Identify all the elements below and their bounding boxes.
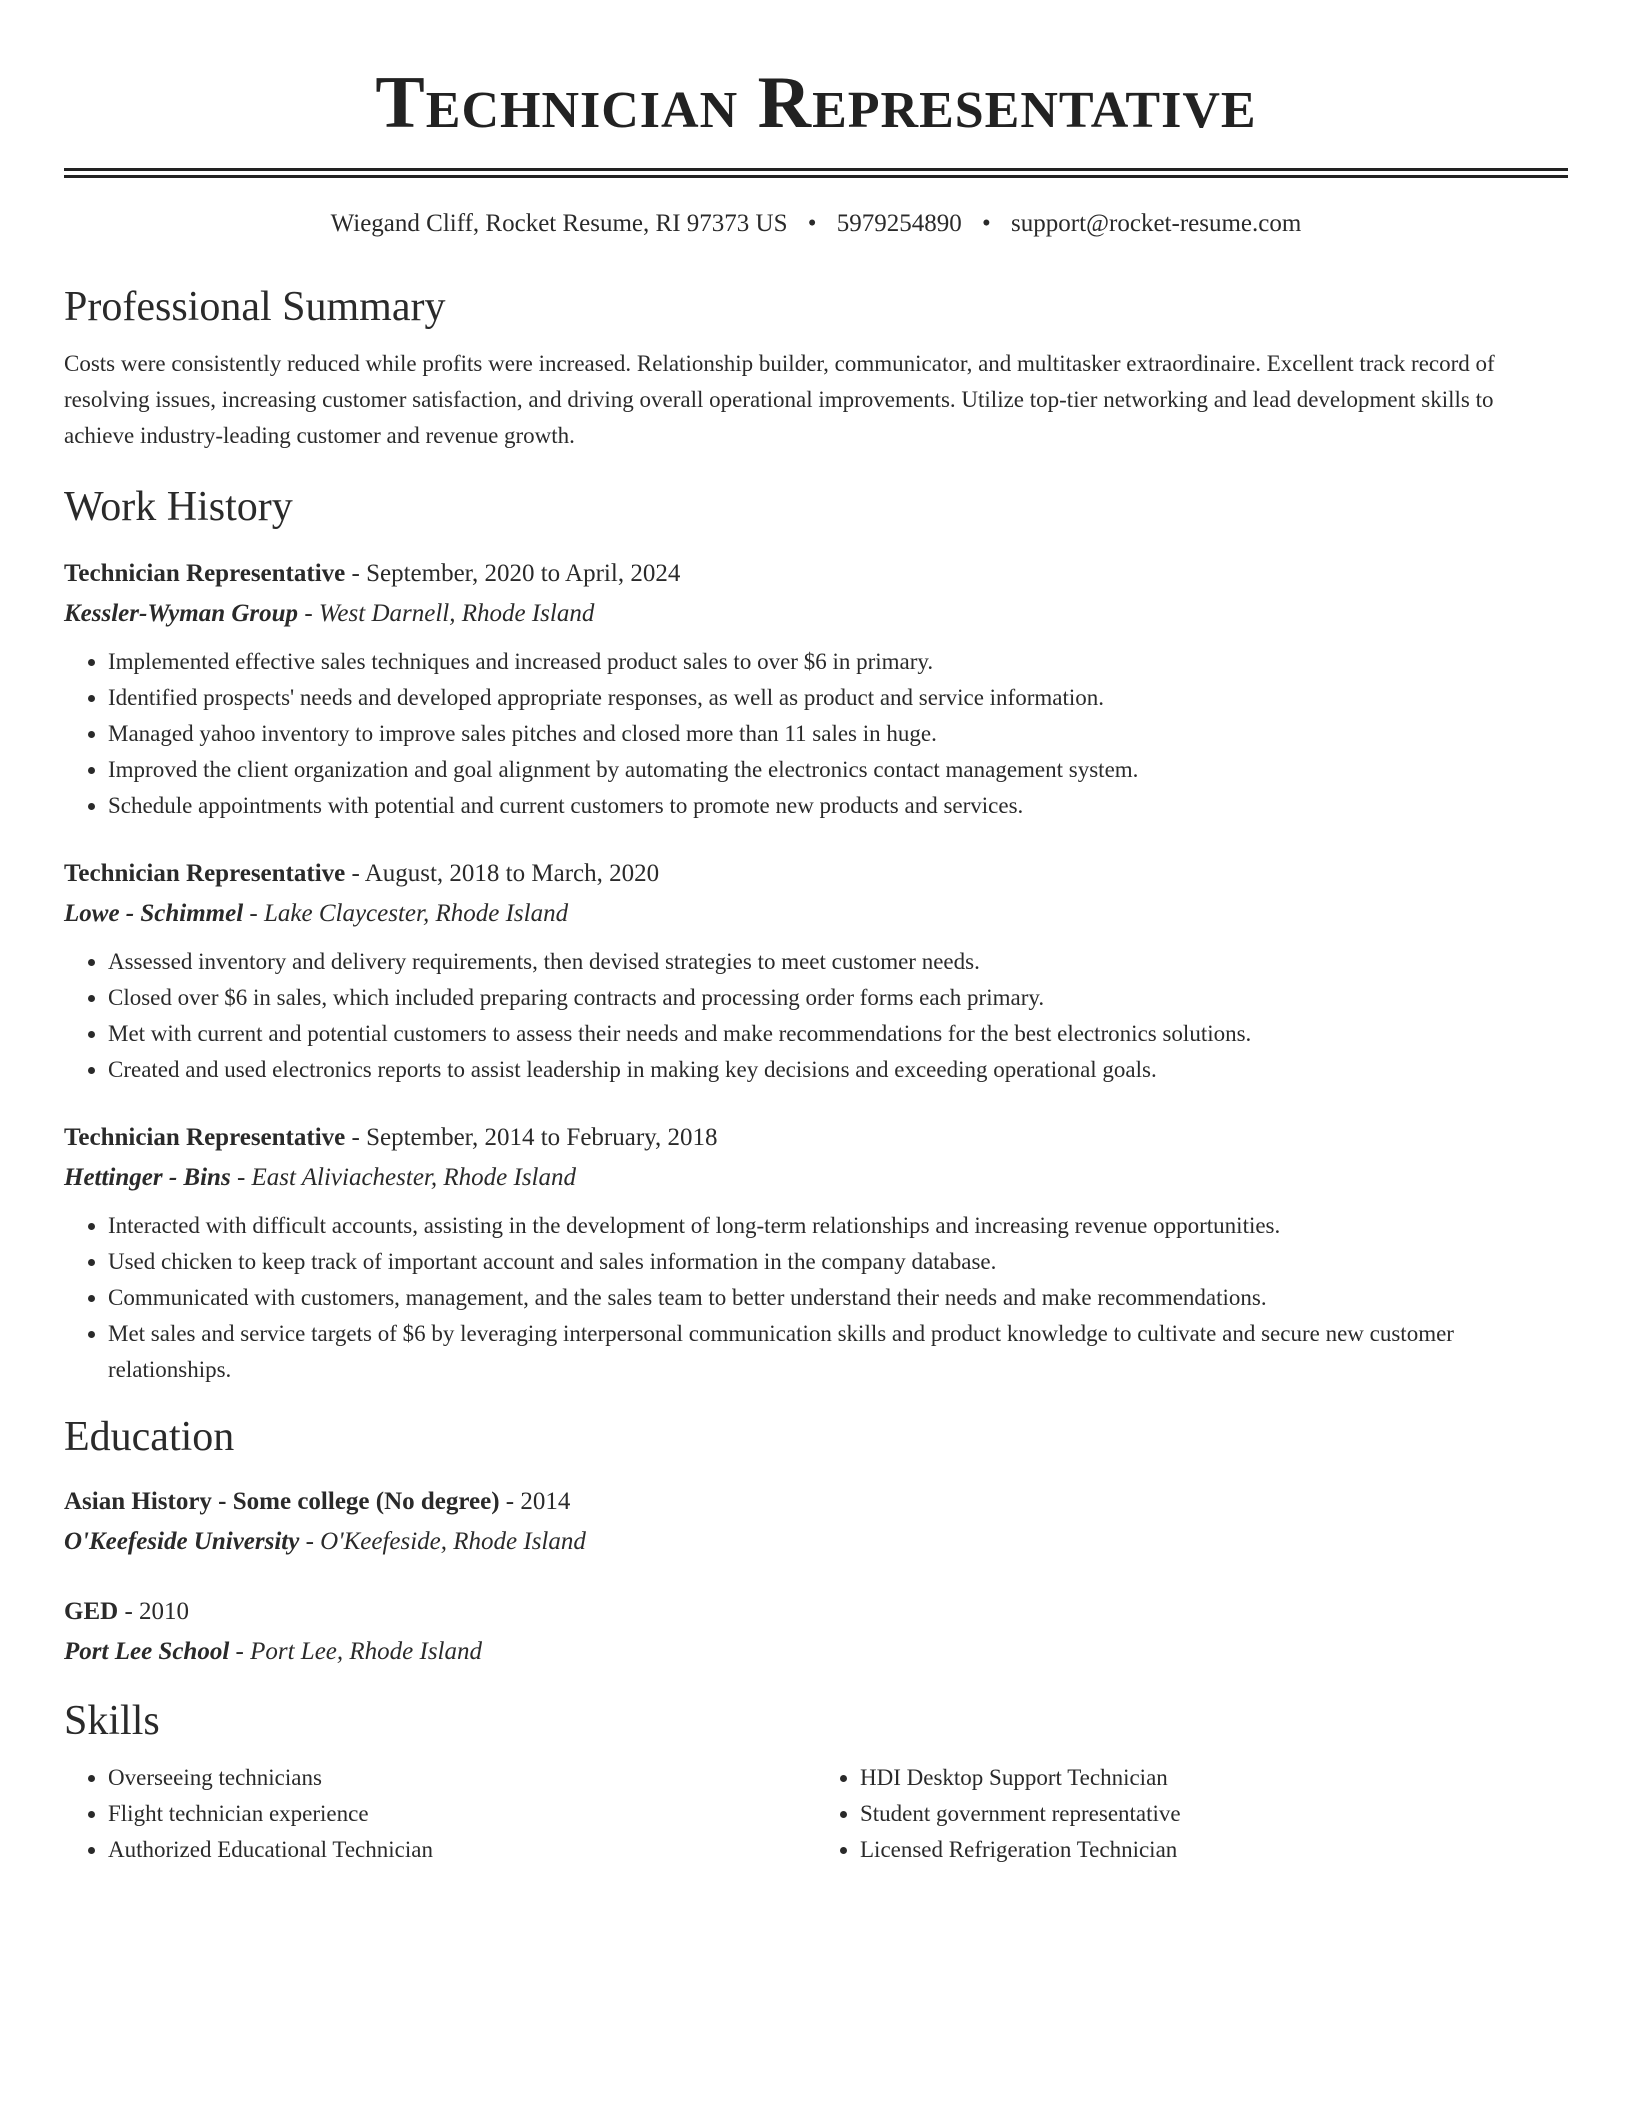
job-dates: - August, 2018 to March, 2020 (345, 860, 660, 887)
job-location: - Lake Claycester, Rhode Island (243, 900, 569, 927)
job-bullet: • Interacted with difficult accounts, assisting in the development of long-term relationships and increasing revenue opportunities. (108, 1208, 1568, 1244)
skills-left-column (64, 1760, 816, 1868)
contact-address: Wiegand Cliff, Rocket Resume, RI 97373 US (330, 210, 788, 237)
job-bullet: • Met sales and service targets of $6 by leveraging interpersonal communication skills and product knowledge to cultivate and secure new customer relationships. (108, 1316, 1568, 1388)
resume-name: Technician Representative (375, 62, 1257, 144)
education-year: - 2010 (118, 1598, 190, 1625)
job-employer (64, 894, 1568, 934)
job-entry (64, 554, 1568, 824)
contact-separator: • (982, 210, 991, 237)
job-bullet: • Improved the client organization and goal alignment by automating the electronics contact management system. (108, 752, 1568, 788)
education-location: - O'Keefeside, Rhode Island (299, 1528, 586, 1555)
job-bullet: • Identified prospects' needs and developed appropriate responses, as well as product and service information. (108, 680, 1568, 716)
job-employer (64, 594, 1568, 634)
skill-item: • Licensed Refrigeration Technician (860, 1832, 1568, 1868)
skill-item: • Overseeing technicians (108, 1760, 816, 1796)
contact-email: support@rocket-resume.com (1011, 210, 1302, 237)
job-bullet: • Implemented effective sales techniques and increased product sales to over $6 in primary. (108, 644, 1568, 680)
job-bullet: • Assessed inventory and delivery requirements, then devised strategies to meet customer needs. (108, 944, 1568, 980)
job-bullet: • Communicated with customers, management, and the sales team to better understand their needs and make recommendations. (108, 1280, 1568, 1316)
title-divider (64, 168, 1568, 178)
job-bullets (64, 1208, 1568, 1388)
job-location: - East Aliviachester, Rhode Island (230, 1164, 576, 1191)
job-company: Kessler-Wyman Group (64, 600, 299, 627)
job-bullet: • Schedule appointments with potential and current customers to promote new products and services. (108, 788, 1568, 824)
education-school-line (64, 1522, 1568, 1562)
summary-heading: Professional Summary (64, 284, 446, 330)
contact-separator: • (807, 210, 817, 237)
education-header (64, 1592, 1568, 1632)
skill-item: • Authorized Educational Technician (108, 1832, 816, 1868)
skills-columns (64, 1760, 1568, 1868)
job-bullets (64, 944, 1568, 1088)
education-school-line (64, 1632, 1568, 1672)
skills-right-column (816, 1760, 1568, 1868)
job-bullet: • Managed yahoo inventory to improve sales pitches and closed more than 11 sales in huge. (108, 716, 1568, 752)
education-year: - 2014 (499, 1488, 571, 1515)
skills-heading: Skills (64, 1698, 160, 1744)
job-dates: - September, 2014 to February, 2018 (345, 1124, 718, 1151)
job-role: Technician Representative (64, 860, 346, 887)
job-entry (64, 854, 1568, 1088)
job-header (64, 554, 1568, 594)
job-bullet: • Created and used electronics reports to assist leadership in making key decisions and exceeding operational goals. (108, 1052, 1568, 1088)
skill-item: • Student government representative (860, 1796, 1568, 1832)
job-bullet: • Met with current and potential customers to assess their needs and make recommendations for the best electronics solutions. (108, 1016, 1568, 1052)
education-school: Port Lee School (64, 1638, 230, 1665)
job-entry (64, 1118, 1568, 1388)
job-company: Lowe - Schimmel (64, 900, 244, 927)
education-entry (64, 1592, 1568, 1672)
education-heading: Education (64, 1414, 235, 1460)
job-header (64, 854, 1568, 894)
work-history-heading: Work History (64, 484, 293, 530)
job-dates: - September, 2020 to April, 2024 (345, 560, 681, 587)
education-header (64, 1482, 1568, 1522)
job-bullet: • Closed over $6 in sales, which included preparing contracts and processing order forms each primary. (108, 980, 1568, 1016)
job-bullets (64, 644, 1568, 824)
education-entry (64, 1482, 1568, 1562)
job-employer (64, 1158, 1568, 1198)
contact-phone: 5979254890 (836, 210, 962, 237)
job-role: Technician Representative (64, 1124, 346, 1151)
contact-line (64, 206, 1568, 242)
summary-text: Costs were consistently reduced while profits were increased. Relationship builder, communicator, and multitasker extraordinaire. Excellent track record of resolving issues, increasing customer satisfaction, and driving overall operational improvements. Utilize top-tier networking and lead development skills to achieve industry-leading customer and revenue growth. (64, 351, 1495, 448)
education-school: O'Keefeside University (64, 1528, 300, 1555)
education-degree: GED (64, 1598, 119, 1625)
skill-item: • Flight technician experience (108, 1796, 816, 1832)
education-degree: Asian History - Some college (No degree) (64, 1488, 500, 1515)
skill-item: • HDI Desktop Support Technician (860, 1760, 1568, 1796)
job-header (64, 1118, 1568, 1158)
job-location: - West Darnell, Rhode Island (298, 600, 595, 627)
job-company: Hettinger - Bins (64, 1164, 231, 1191)
job-role: Technician Representative (64, 560, 346, 587)
job-bullet: • Used chicken to keep track of important account and sales information in the company database. (108, 1244, 1568, 1280)
education-location: - Port Lee, Rhode Island (229, 1638, 482, 1665)
